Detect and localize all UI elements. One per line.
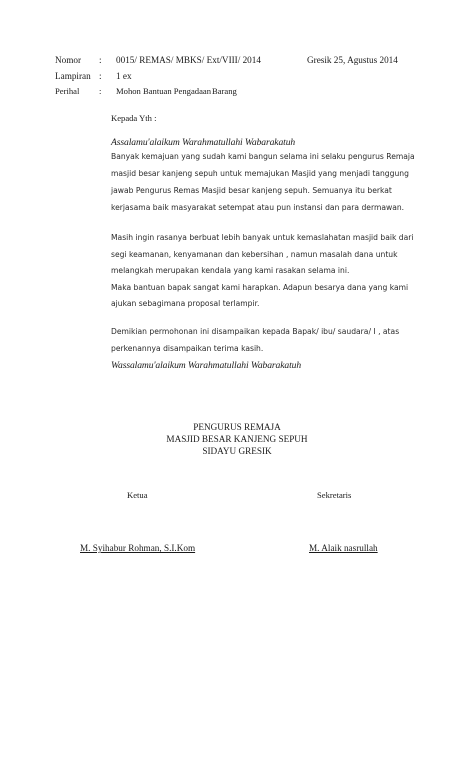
paragraph-line: melangkah merupakan kendala yang kami rasakan selama ini. xyxy=(111,266,350,275)
perihal-value-2: Barang xyxy=(212,86,237,96)
paragraph-line: ajukan sebagimana proposal terlampir. xyxy=(111,299,260,308)
organization-line-3: SIDAYU GRESIK xyxy=(202,446,272,456)
nomor-value: 0015/ REMAS/ MBKS/ Ext/VIII/ 2014 xyxy=(116,55,261,65)
ketua-title: Ketua xyxy=(127,490,148,500)
recipient-line: Kepada Yth : xyxy=(111,113,157,123)
organization-line-2: MASJID BESAR KANJENG SEPUH xyxy=(166,434,308,444)
perihal-label: Perihal xyxy=(55,86,80,96)
paragraph-line: masjid besar kanjeng sepuh untuk memajukan Masjid yang menjadi tanggung xyxy=(111,169,409,178)
lampiran-colon: : xyxy=(99,71,102,81)
letter-date: Gresik 25, Agustus 2014 xyxy=(307,55,398,65)
closing-salutation: Wassalamu'alaikum Warahmatullahi Wabarakatuh xyxy=(111,360,302,371)
paragraph-line: perkenannya disampaikan terima kasih. xyxy=(111,344,264,353)
organization-line-1: PENGURUS REMAJA xyxy=(193,422,281,432)
paragraph-line: Masih ingin rasanya berbuat lebih banyak untuk kemaslahatan masjid baik dari xyxy=(111,233,414,242)
nomor-colon: : xyxy=(99,55,102,65)
perihal-colon: : xyxy=(99,86,102,96)
sekretaris-name: M. Alaik nasrullah xyxy=(309,543,378,553)
sekretaris-title: Sekretaris xyxy=(317,490,352,500)
lampiran-label: Lampiran xyxy=(55,71,91,81)
paragraph-line: segi keamanan, kenyamanan dan kebersihan , namun masalah dana untuk xyxy=(111,250,398,259)
paragraph-line: Banyak kemajuan yang sudah kami bangun selama ini selaku pengurus Remaja xyxy=(111,152,415,161)
perihal-value: Mohon Bantuan Pengadaan xyxy=(116,86,211,96)
paragraph-line: Demikian permohonan ini disampaikan kepada Bapak/ ibu/ saudara/ I , atas xyxy=(111,327,400,336)
paragraph-line: kerjasama baik masyarakat setempat atau pun instansi dan para dermawan. xyxy=(111,203,405,212)
lampiran-value: 1 ex xyxy=(116,71,132,81)
paragraph-line: jawab Pengurus Remas Masjid besar kanjeng sepuh. Semuanya itu berkat xyxy=(111,186,392,195)
nomor-label: Nomor xyxy=(55,55,82,65)
salutation: Assalamu'alaikum Warahmatullahi Wabarakatuh xyxy=(111,137,296,148)
paragraph-line: Maka bantuan bapak sangat kami harapkan. Adapun besarya dana yang kami xyxy=(111,283,409,292)
ketua-name: M. Syihabur Rohman, S.I.Kom xyxy=(80,543,196,553)
